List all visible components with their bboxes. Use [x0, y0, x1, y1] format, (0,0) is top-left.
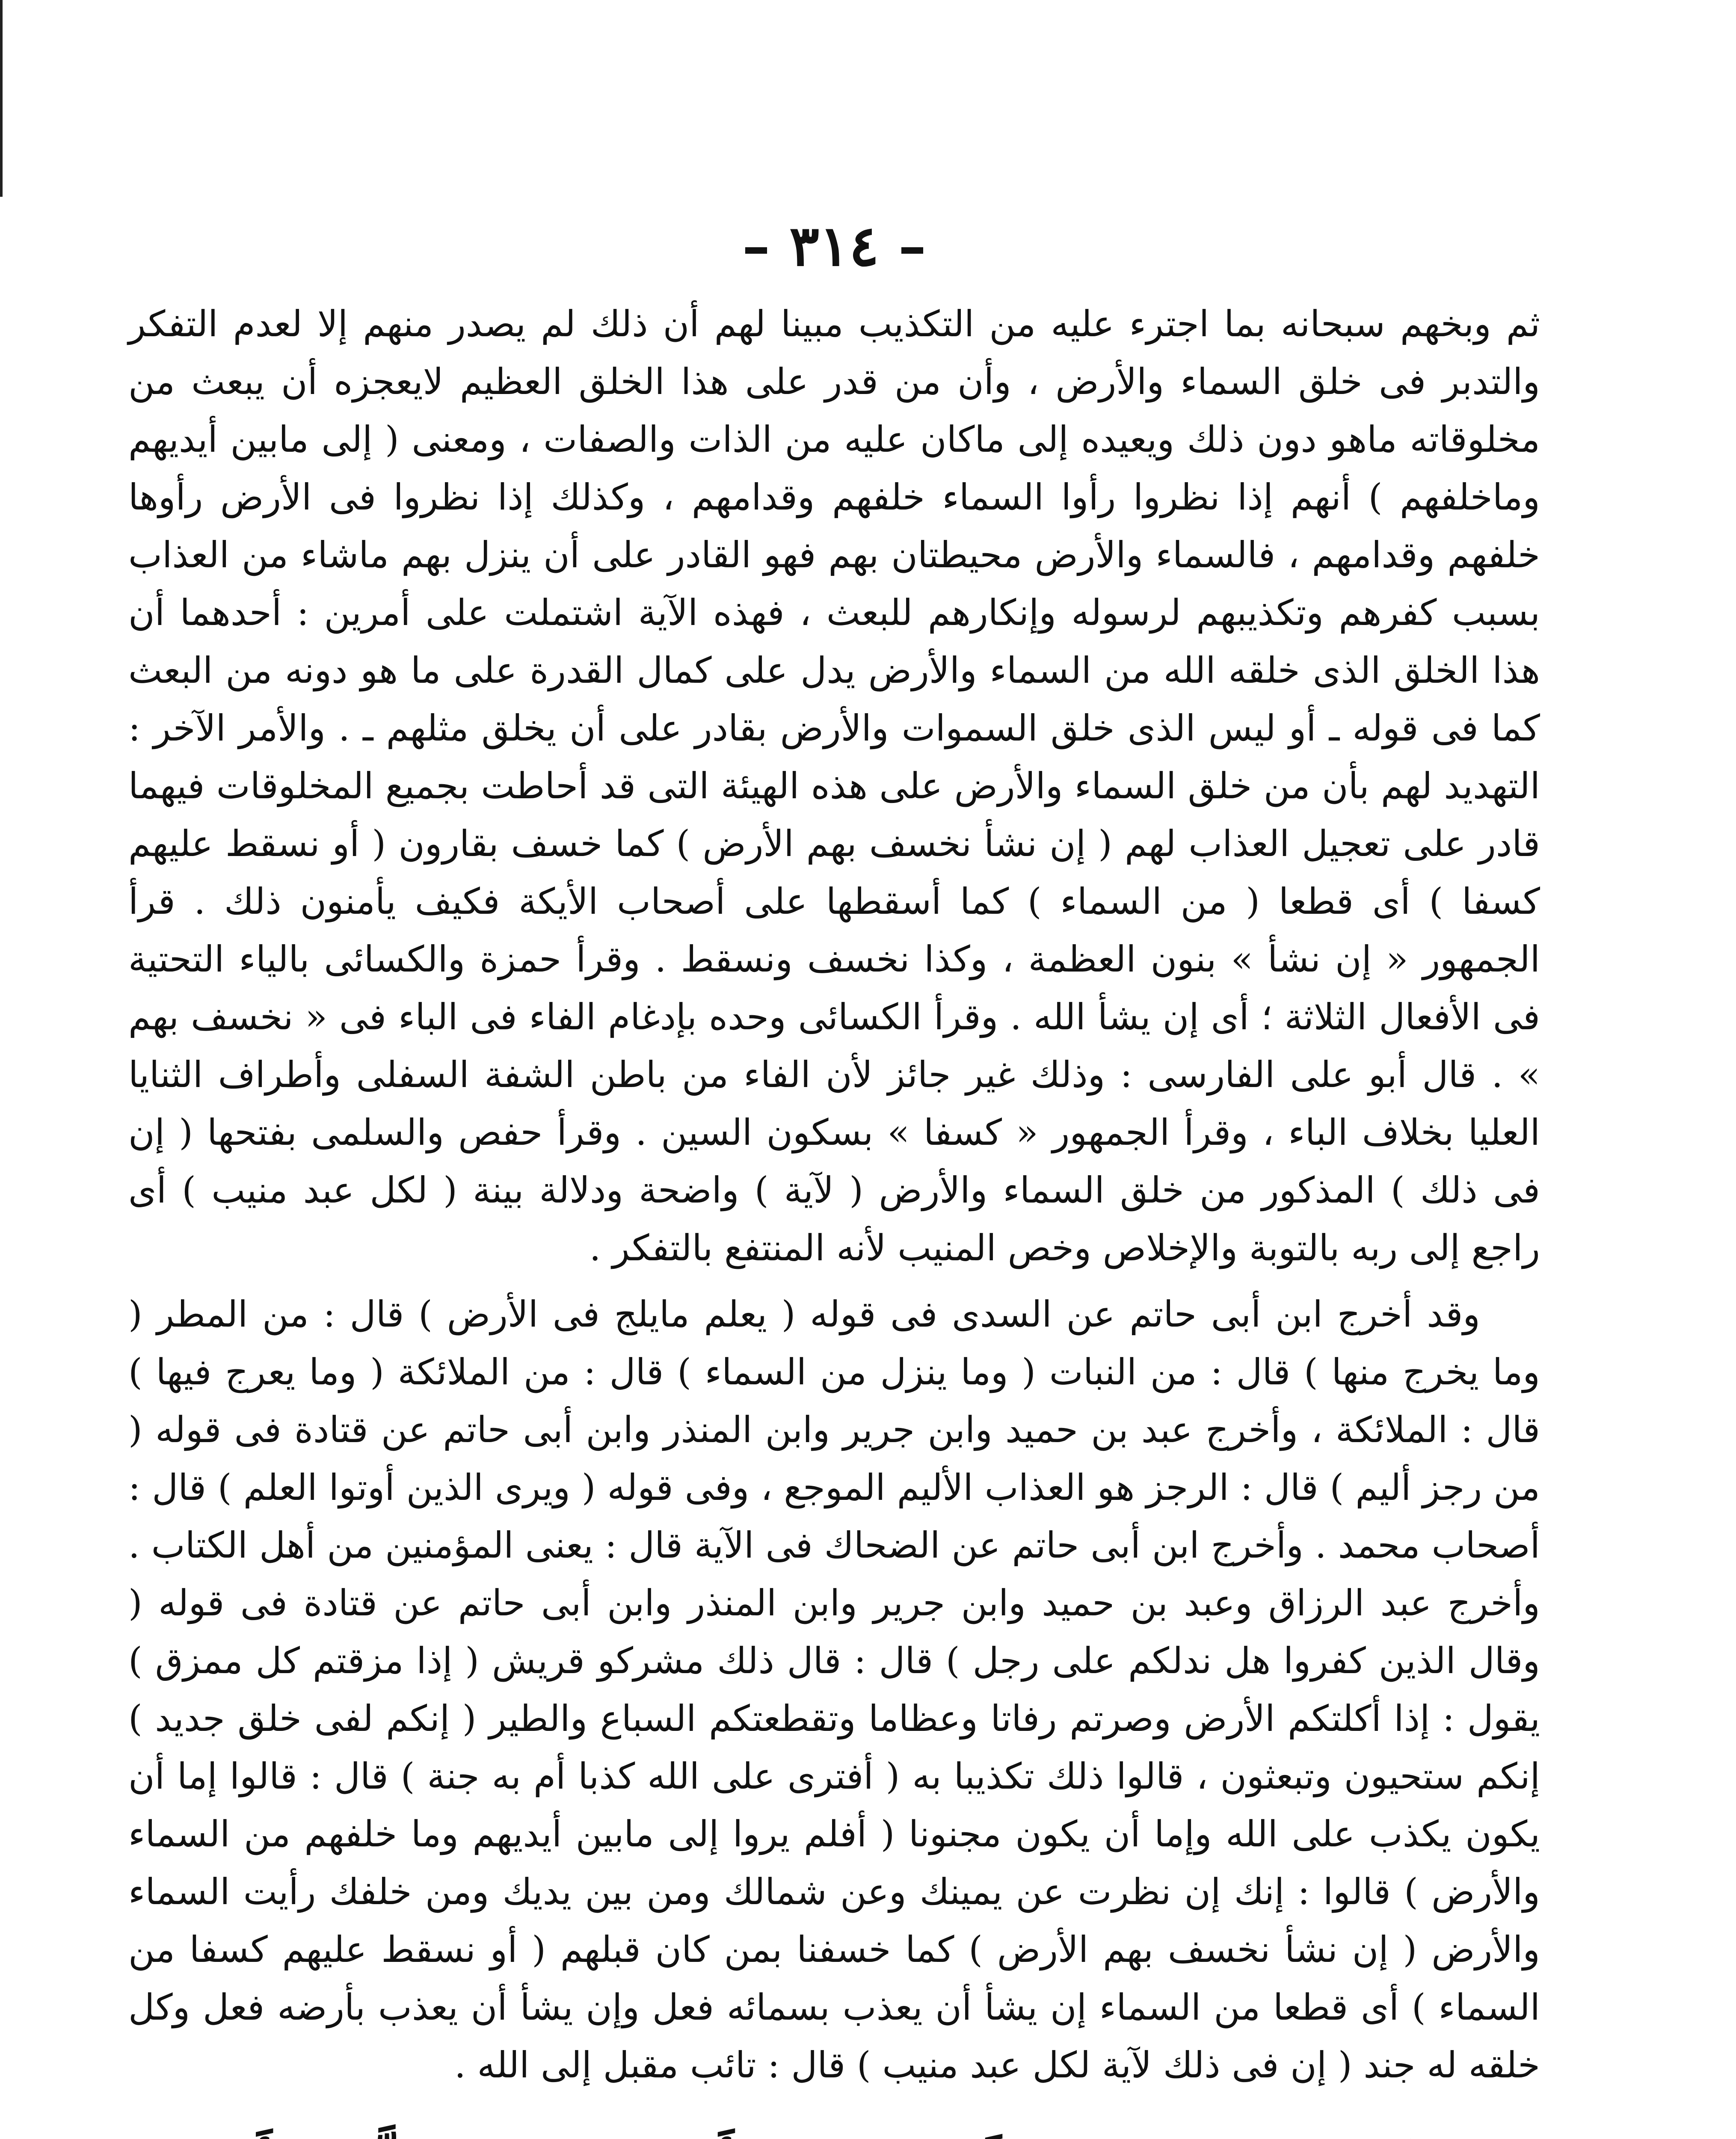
book-page: [128, 214, 1540, 2139]
scan-edge-mark: [0, 0, 3, 197]
quran-verse: [128, 2124, 1540, 2139]
commentary-paragraph: ثم وبخهم سبحانه بما اجترء عليه من التكذيب مبينا لهم أن ذلك لم يصدر منهم إلا لعدم التفكر والتدبر فى خلق السماء والأرض ، وأن من قدر على هذا الخلق العظيم لايعجزه أن يبعث من مخلوقاته ماهو دون ذلك ويعيده إلى ماكان عليه من الذات والصفات ، ومعنى ( إلى مابين أيديهم وماخلفهم ) أنهم إذا نظروا رأوا السماء خلفهم وقدامهم ، وكذلك إذا نظروا فى الأرض رأوها خلفهم وقدامهم ، فالسماء والأرض محيطتان بهم فهو القادر على أن ينزل بهم ماشاء من العذاب بسبب كفرهم وتكذيبهم لرسوله وإنكارهم للبعث ، فهذه الآية اشتملت على أمرين : أحدهما أن هذا الخلق الذى خلقه الله من السماء والأرض يدل على كمال القدرة على ما هو دونه من البعث كما فى قوله ـ أو ليس الذى خلق السموات والأرض بقادر على أن يخلق مثلهم ـ . والأمر الآخر : التهديد لهم بأن من خلق السماء والأرض على هذه الهيئة التى قد أحاطت بجميع المخلوقات فيهما قادر على تعجيل العذاب لهم ( إن نشأ نخسف بهم الأرض ) كما خسف بقارون ( أو نسقط عليهم كسفا ) أى قطعا ( من السماء ) كما أسقطها على أصحاب الأيكة فكيف يأمنون ذلك . قرأ الجمهور « إن نشأ » بنون العظمة ، وكذا نخسف ونسقط . وقرأ حمزة والكسائى بالياء التحتية فى الأفعال الثلاثة ؛ أى إن يشأ الله . وقرأ الكسائى وحده بإدغام الفاء فى الباء فى « نخسف بهم » . قال أبو على الفارسى : وذلك غير جائز لأن الفاء من باطن الشفة السفلى وأطراف الثنايا العليا بخلاف الباء ، وقرأ الجمهور « كسفا » بسكون السين . وقرأ حفص والسلمى بفتحها ( إن فى ذلك ) المذكور من خلق السماء والأرض ( لآية ) واضحة ودلالة بينة ( لكل عبد منيب ) أى راجع إلى ربه بالتوبة والإخلاص وخص المنيب لأنه المنتفع بالتفكر .: [128, 303, 1540, 1269]
narrations-paragraph: وقد أخرج ابن أبى حاتم عن السدى فى قوله ( يعلم مايلج فى الأرض ) قال : من المطر ( وما يخرج منها ) قال : من النبات ( وما ينزل من السماء ) قال : من الملائكة ( وما يعرج فيها ) قال : الملائكة ، وأخرج عبد بن حميد وابن جرير وابن المنذر وابن أبى حاتم عن قتادة فى قوله ( من رجز أليم ) قال : الرجز هو العذاب الأليم الموجع ، وفى قوله ( ويرى الذين أوتوا العلم ) قال : أصحاب محمد . وأخرج ابن أبى حاتم عن الضحاك فى الآية قال : يعنى المؤمنين من أهل الكتاب . وأخرج عبد الرزاق وعبد بن حميد وابن جرير وابن المنذر وابن أبى حاتم عن قتادة فى قوله ( وقال الذين كفروا هل ندلكم على رجل ) قال : قال ذلك مشركو قريش ( إذا مزقتم كل ممزق ) يقول : إذا أكلتكم الأرض وصرتم رفاتا وعظاما وتقطعتكم السباع والطير ( إنكم لفى خلق جديد ) إنكم ستحيون وتبعثون ، قالوا ذلك تكذيبا به ( أفترى على الله كذبا أم به جنة ) قال : قالوا إما أن يكون يكذب على الله وإما أن يكون مجنونا ( أفلم يروا إلى مابين أيديهم وما خلفهم من السماء والأرض ) قالوا : إنك إن نظرت عن يمينك وعن شمالك ومن بين يديك ومن خلفك رأيت السماء والأرض ( إن نشأ نخسف بهم الأرض ) كما خسفنا بمن كان قبلهم ( أو نسقط عليهم كسفا من السماء ) أى قطعا من السماء إن يشأ أن يعذب بسمائه فعل وإن يشأ أن يعذب بأرضه فعل وكل خلقه له جند ( إن فى ذلك لآية لكل عبد منيب ) قال : تائب مقبل إلى الله .: [128, 1293, 1540, 2086]
page-number: – ٣١٤ –: [742, 213, 926, 278]
